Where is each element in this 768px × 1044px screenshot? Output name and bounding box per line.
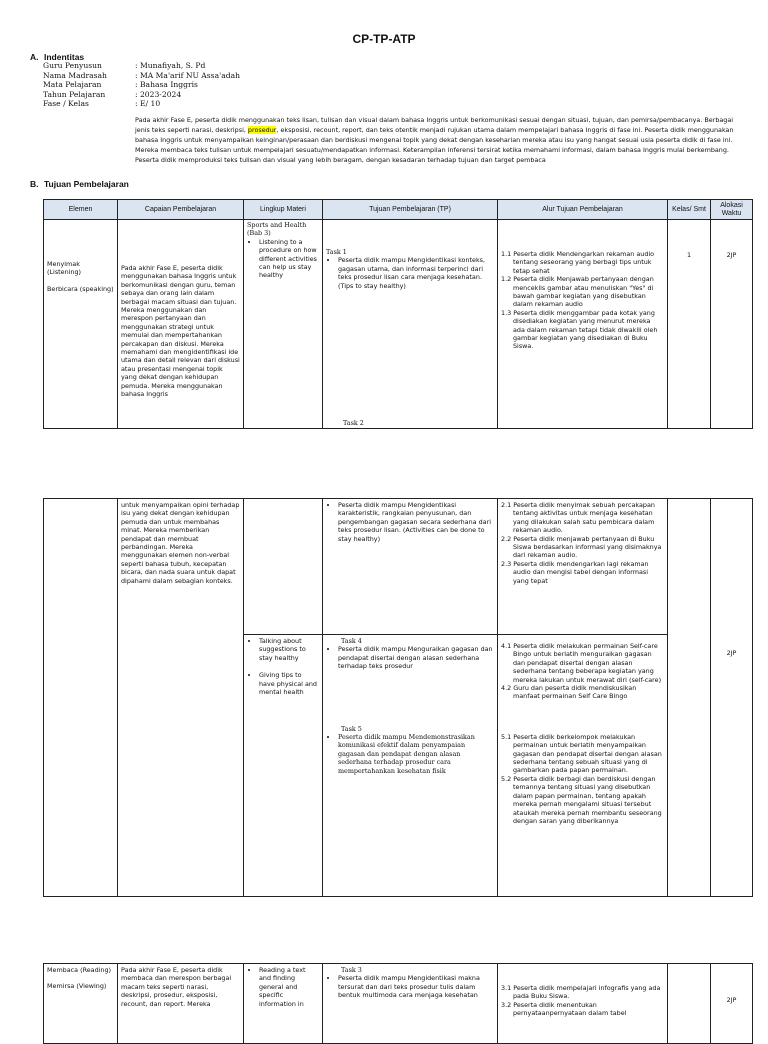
lingkup-cell xyxy=(244,499,323,635)
learning-table-2 xyxy=(43,498,753,897)
tp-item: • Peserta didik mampu Menguraikan gagasan dan pendapat disertai dengan alasan sederhana terhadap teks prosedur xyxy=(338,645,494,670)
atp-item: 2.2 Peserta didik menjawab pertanyaan di Buku Siswa berdasarkan informasi yang disimaknya dari rekaman audio. xyxy=(501,534,662,560)
lingkup-list xyxy=(247,238,319,280)
tp-cell xyxy=(323,220,498,429)
tp-list xyxy=(326,256,494,290)
cp-cell: Pada akhir Fase E, peserta didik membaca dan merespon berbagai macam teks seperti narasi, deskripsi, prosedur, eksposisi, recount, dan report. Mereka xyxy=(118,964,244,1044)
atp-item: 1.3 Peserta didik menggambar pada kotak yang disediakan kegiatan yang menurut mereka ada dalam rekaman tetapi tidak diwakili oleh gambar kegiatan yang disediakan di Buku Siswa. xyxy=(501,308,658,351)
lingkup-item: • Talking about suggestions to stay healthy xyxy=(259,637,319,662)
task-label: Task 2 xyxy=(343,418,364,427)
header-capaian: Capaian Pembelajaran xyxy=(118,200,244,220)
lingkup-item: • Giving tips to have physical and mental health xyxy=(259,671,319,696)
atp-item: 1.2 Peserta didik Menjawab pertanyaan dengan menceklis gambar atau menuliskan "Yes" di bawah gambar kegiatan yang disebutkan dalam rekaman audio xyxy=(501,275,654,309)
atp-cell xyxy=(498,635,668,897)
identity-label: Fase / Kelas xyxy=(43,99,89,109)
tp-cell xyxy=(323,499,498,635)
tp-item: • Peserta didik mampu Mendemonstrasikan komunikasi efektif dalam penyampaian gagasan dan pendapat dengan alasan sederhana terhadap prosedur cara mempertahankan kesehatan fisik xyxy=(338,733,494,775)
tp-cell xyxy=(323,635,498,897)
section-b-heading xyxy=(30,179,129,189)
identity-value: : MA Ma'arif NU Assa'adah xyxy=(135,70,241,80)
identity-value: : Bahasa Inggris xyxy=(135,80,198,90)
identity-label: Tahun Pelajaran xyxy=(43,89,106,99)
table-row xyxy=(44,220,753,429)
alokasi-cell: 2JP xyxy=(711,499,753,897)
elemen-viewing: Memirsa (Viewing) xyxy=(47,982,107,991)
header-alur: Alur Tujuan Pembelajaran xyxy=(498,200,668,220)
learning-table-1 xyxy=(43,199,753,429)
alokasi-cell: 2JP xyxy=(711,220,753,429)
identity-value: : E/ 10 xyxy=(135,99,161,109)
atp-item: 2.1 Peserta didik menyimak sebuah percakapan tentang aktivitas untuk menjaga kesehatan yang dilakukan salah satu pembicara dalam rekaman audio. xyxy=(501,501,655,535)
identity-row xyxy=(43,80,240,90)
cp-cell: Pada akhir Fase E, peserta didik menggunakan bahasa Inggris untuk berkomunikasi dengan guru, teman sebaya dan orang lain dalam berbagai macam situasi dan tujuan. Mereka menggunakan dan merespon pertanyaan dan menggunakan strategi untuk memulai dan mempertahankan percakapan dan diskusi. Mereka memahami dan mengidentifikasi ide utama dan detail relevan dari diskusi atau presentasi mengenai topik yang dekat dengan kehidupan pemuda. Mereka menggunakan bahasa Inggris xyxy=(118,220,244,429)
table-row xyxy=(44,499,753,635)
cp-cell: untuk menyampaikan opini terhadap isu yang dekat dengan kehidupan pemuda dan untuk membahas minat. Mereka memberikan pendapat dan membuat perbandingan. Mereka menggunakan elemen non-verbal seperti bahasa tubuh, kecepatan bicara, dan nada suara untuk dapat dipahami dalam sebagian konteks. xyxy=(118,499,244,897)
lingkup-cell xyxy=(244,964,323,1044)
elemen-cell xyxy=(44,964,118,1044)
header-alokasi: Alokasi Waktu xyxy=(711,200,753,220)
tp-list xyxy=(326,733,494,775)
identity-row xyxy=(43,99,240,109)
tp-list xyxy=(326,974,494,999)
elemen-cell xyxy=(44,499,118,897)
section-a-number: A. xyxy=(30,52,39,62)
identity-value: : Munafiyah, S. Pd xyxy=(135,61,206,70)
lingkup-list xyxy=(247,637,319,696)
identity-row xyxy=(43,71,240,81)
task-label: Task 5 xyxy=(341,724,362,733)
tp-list xyxy=(326,645,494,670)
task-label: Task 1 xyxy=(326,248,347,256)
atp-item: 4.1 Peserta didik melakukan permainan Self-care Bingo untuk berlatih menguraikan gagasan dan pendapat disertai dengan alasan sederhana tentang beberapa kegiatan yang mereka lakukan untuk merawat diri (self-care) xyxy=(501,642,662,684)
tp-cell xyxy=(323,964,498,1044)
atp-item: 5.1 Peserta didik berkelompok melakukan permainan untuk berlatih menyampaikan gagasan dan pendapat disertai dengan alasan sederhana tentang sebuah situasi yang di gambarkan pada papan permainan. xyxy=(501,732,662,775)
section-b-number: B. xyxy=(30,179,39,189)
atp-item: 3.2 Peserta didik menentukan pernyataanpernyataan dalam tabel xyxy=(501,1000,627,1018)
kelas-cell xyxy=(668,964,711,1044)
identity-label: Mata Pelajaran xyxy=(43,80,102,90)
table-header-row xyxy=(44,200,753,220)
identity-row xyxy=(43,90,240,100)
atp-item: 4.2 Guru dan peserta didik mendiskusikan manfaat permainan Self Care Bingo xyxy=(501,684,637,701)
task-label: Task 3 xyxy=(341,966,362,974)
elemen-reading: Membaca (Reading) xyxy=(47,966,112,974)
table-row xyxy=(44,964,753,1044)
atp-cell xyxy=(498,499,668,635)
tp-item: • Peserta didik mampu Mengidentikasi karakteristik, rangkaian penyusunan, dan pengembangan gagasan secara sederhana dari teks prosedur lisan. (Activities can be done to stay healthy) xyxy=(338,501,494,543)
section-b-label: Tujuan Pembelajaran xyxy=(44,179,129,189)
header-lingkup: Lingkup Materi xyxy=(244,200,323,220)
header-tujuan: Tujuan Pembelajaran (TP) xyxy=(323,200,498,220)
capaian-paragraph xyxy=(135,115,740,165)
tp-item: • Peserta didik mampu Mengidentikasi konteks, gagasan utama, dan informasi terperinci dari teks prosedur lisan cara menjaga kesehatan. (Tips to stay healthy) xyxy=(338,256,494,290)
atp-item: 5.2 Peserta didik berbagi dan berdiskusi dengan temannya tentang situasi yang disebutkan dalam papan permainan, tentang apakah mereka pernah mengalami situasi tersebut ataukah mereka pernah membantu seseorang dengan saran yang diberikannya xyxy=(501,774,662,825)
identity-label: Guru Penyusun xyxy=(43,61,102,70)
identity-list xyxy=(43,61,240,109)
learning-table-3 xyxy=(43,963,753,1044)
header-kelas: Kelas/ Smt xyxy=(668,200,711,220)
identity-row xyxy=(43,61,240,71)
atp-item: 3.1 Peserta didik mempelajari infografis yang ada pada Buku Siswa. xyxy=(501,984,661,1001)
atp-item: 1.1 Peserta didik Mendengarkan rekaman audio tentang seseorang yang berbagi tips untuk tetap sehat xyxy=(501,250,655,275)
lingkup-list xyxy=(247,966,319,1008)
tp-item: • Peserta didik mampu Mengidentikasi makna tersurat dan dari teks prosedur tulis dalam bentuk multimoda cara menjaga kesehatan xyxy=(338,974,494,999)
lingkup-cell xyxy=(244,635,323,897)
atp-item: 2.3 Peserta didik mendengarkan lagi rekaman audio dan mengisi tabel dengan informasi yang tepat xyxy=(501,559,649,585)
tp-list xyxy=(326,501,494,543)
header-elemen: Elemen xyxy=(44,200,118,220)
task-label: Task 4 xyxy=(341,637,362,645)
kelas-cell xyxy=(668,499,711,897)
atp-cell xyxy=(498,964,668,1044)
lingkup-item: • Reading a text and finding general and specific information in xyxy=(259,966,319,1008)
lingkup-heading: Sports and Health (Bab 3) xyxy=(247,221,307,238)
cp-text-part: , eksposisi, recount, report, dan teks otentik menjadi rujukan utama dalam mempelajari bahasa Inggris di fase ini. Peserta didik menggunakan bahasa Inggris untuk menyampaikan keinginan/perasaan dan berdiskusi mengenai topik yang dekat dengan keseharian mereka atau isu yang hangat sesuai usia peserta didik di fase ini. Mereka membaca teks tulisan untuk mempelajari sesuatu/mendapatkan informasi. Keterampilan inferensi tersirat ketika memahami informasi, dalam bahasa Inggris mulai berkembang. Peserta didik memproduksi teks tulisan dan visual yang lebih beragam, dengan kesadaran terhadap tujuan dan target pembaca xyxy=(135,126,734,164)
cp-text-part: Pada akhir Fase E, peserta didik menggunakan teks lisan, tulisan dan visual dalam bahasa Inggris untuk berkomunikasi sesuai dengan situasi, tujuan, dan pemirsa/pembacanya. Berbagai jenis teks seperti narasi, deskripsi, xyxy=(135,116,734,134)
atp-cell xyxy=(498,220,668,429)
elemen-cell xyxy=(44,220,118,429)
elemen-listening: Menyimak (Listening) xyxy=(47,260,82,277)
lingkup-item: • Listening to a procedure on how different activities can help us stay healthy xyxy=(259,238,319,280)
elemen-speaking: Berbicara (speaking) xyxy=(47,284,114,293)
section-a-label: Indentitas xyxy=(44,52,85,62)
highlighted-word: prosedur xyxy=(247,126,277,134)
kelas-cell: 1 xyxy=(668,220,711,429)
identity-label: Nama Madrasah xyxy=(43,70,107,80)
document-title: CP-TP-ATP xyxy=(352,32,416,46)
identity-value: : 2023-2024 xyxy=(135,89,182,99)
alokasi-cell: 2JP xyxy=(711,964,753,1044)
lingkup-cell xyxy=(244,220,323,429)
